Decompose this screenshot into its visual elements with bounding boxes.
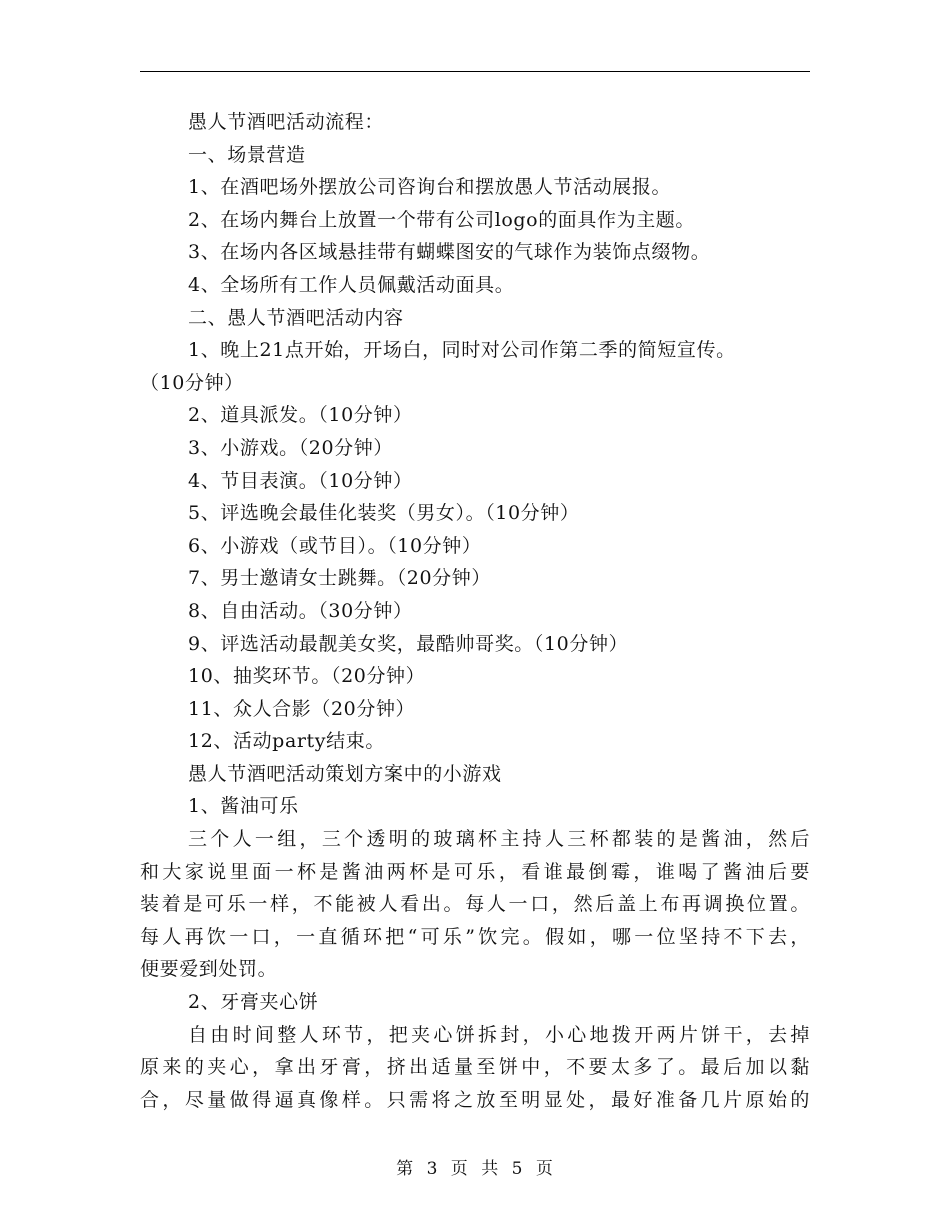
game-title-toothpaste-biscuit: 2、牙膏夹心饼 bbox=[188, 991, 319, 1014]
list-item: 12、活动party结束。 bbox=[188, 730, 385, 753]
paragraph-line: 便要爱到处罚。 bbox=[140, 958, 278, 981]
list-item: 2、在场内舞台上放置一个带有公司logo的面具作为主题。 bbox=[188, 208, 696, 231]
paragraph-line: 原来的夹心，拿出牙膏，挤出适量至饼中，不要太多了。最后加以黏 bbox=[140, 1056, 810, 1079]
list-item: 3、小游戏。（20分钟） bbox=[188, 436, 393, 459]
total-pages: 5 bbox=[511, 1159, 524, 1179]
page-number: 3 bbox=[426, 1159, 439, 1179]
list-item-continuation: （10分钟） bbox=[140, 371, 244, 394]
header-rule bbox=[140, 71, 810, 72]
list-item: 9、评选活动最靓美女奖，最酷帅哥奖。（10分钟） bbox=[188, 632, 629, 655]
footer-total-prefix: 共 bbox=[481, 1159, 500, 1179]
paragraph-line: 装着是可乐一样，不能被人看出。每人一口，然后盖上布再调换位置。 bbox=[140, 893, 810, 916]
footer-page-word: 页 bbox=[450, 1159, 469, 1179]
section-heading-games: 愚人节酒吧活动策划方案中的小游戏 bbox=[188, 762, 502, 785]
page-footer bbox=[0, 1154, 950, 1179]
list-item: 2、道具派发。（10分钟） bbox=[188, 404, 413, 427]
list-item: 6、小游戏（或节目）。（10分钟） bbox=[188, 534, 482, 557]
list-item: 10、抽奖环节。（20分钟） bbox=[188, 665, 426, 688]
footer-prefix: 第 bbox=[396, 1159, 415, 1179]
list-item: 4、全场所有工作人员佩戴活动面具。 bbox=[188, 273, 515, 296]
footer-suffix: 页 bbox=[535, 1159, 554, 1179]
paragraph-line: 每人再饮一口，一直循环把“可乐”饮完。假如，哪一位坚持不下去， bbox=[140, 925, 810, 948]
document-body bbox=[140, 106, 810, 1116]
list-item: 5、评选晚会最佳化装奖（男女）。（10分钟） bbox=[188, 502, 580, 525]
section-title-flow: 愚人节酒吧活动流程： bbox=[188, 111, 385, 133]
list-item: 4、节目表演。（10分钟） bbox=[188, 469, 413, 492]
list-item: 11、众人合影（20分钟） bbox=[188, 697, 416, 720]
list-item: 3、在场内各区域悬挂带有蝴蝶图安的气球作为装饰点缀物。 bbox=[188, 241, 711, 264]
section-heading-scene: 一、场景营造 bbox=[188, 143, 306, 166]
list-item: 1、晚上21点开始，开场白，同时对公司作第二季的简短宣传。 bbox=[188, 339, 736, 362]
paragraph-line: 合，尽量做得逼真像样。只需将之放至明显处，最好准备几片原始的 bbox=[140, 1088, 810, 1111]
list-item: 7、男士邀请女士跳舞。（20分钟） bbox=[188, 567, 491, 590]
section-heading-content: 二、愚人节酒吧活动内容 bbox=[188, 306, 404, 329]
paragraph-line: 和大家说里面一杯是酱油两杯是可乐，看谁最倒霉，谁喝了酱油后要 bbox=[140, 860, 810, 883]
paragraph-line: 自由时间整人环节，把夹心饼拆封，小心地拨开两片饼干，去掉 bbox=[188, 1023, 810, 1046]
game-title-soy-cola: 1、酱油可乐 bbox=[188, 795, 299, 818]
paragraph-line: 三个人一组，三个透明的玻璃杯主持人三杯都装的是酱油，然后 bbox=[188, 828, 810, 851]
list-item: 8、自由活动。（30分钟） bbox=[188, 599, 413, 622]
list-item: 1、在酒吧场外摆放公司咨询台和摆放愚人节活动展报。 bbox=[188, 176, 672, 199]
